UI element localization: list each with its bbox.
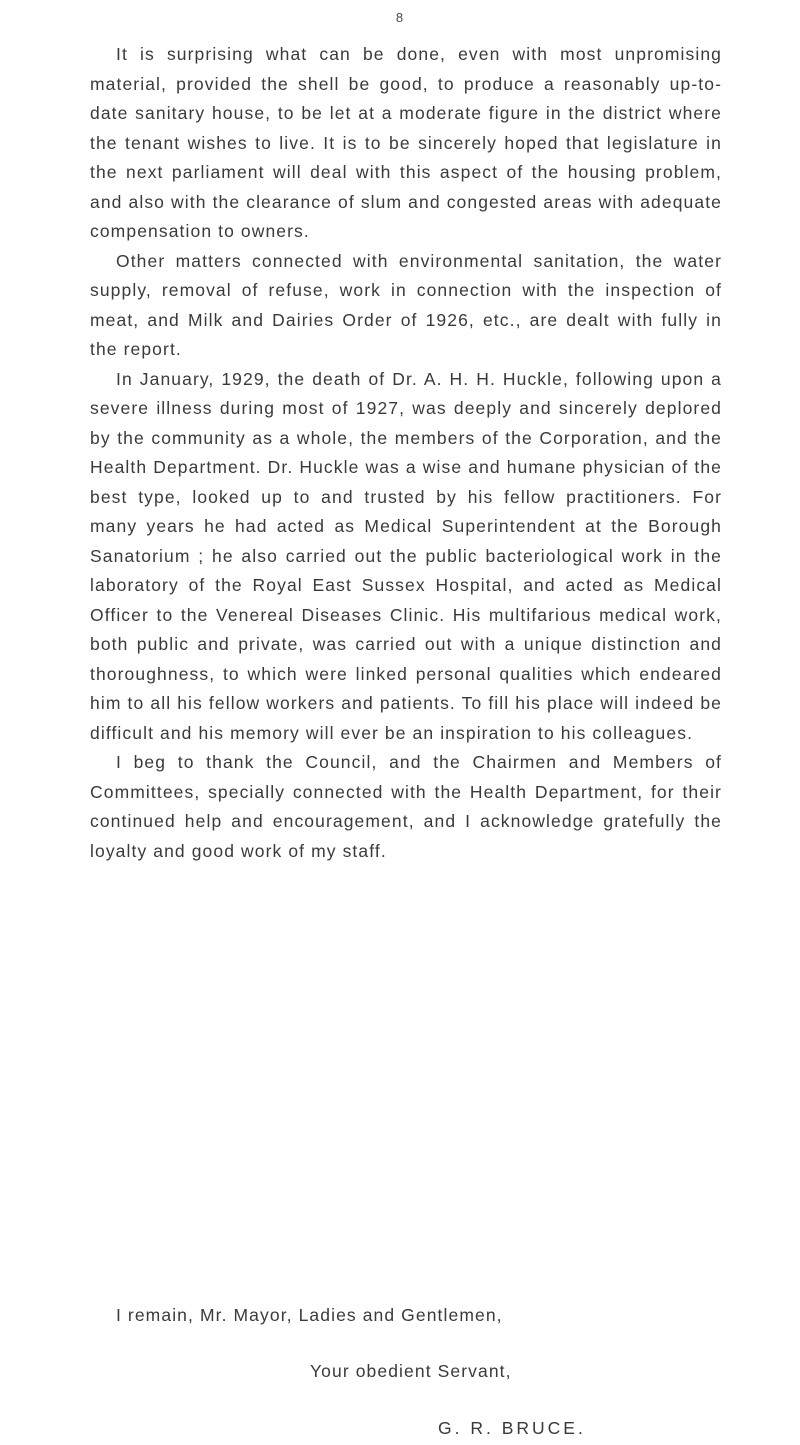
paragraph-environmental-sanitation: Other matters connected with environmental sanitation, the water supply, removal of refuse, work in connection with the inspection of meat, and Milk and Dairies Order of 1926, etc., are dealt with fully in the report.: [90, 250, 722, 359]
letter-body: [90, 40, 722, 866]
signature: G. R. BRUCE.: [438, 1418, 586, 1438]
sign-off: Your obedient Servant,: [310, 1361, 512, 1381]
page-number: 8: [395, 10, 405, 25]
closing-salutation: I remain, Mr. Mayor, Ladies and Gentlemen,: [116, 1305, 503, 1325]
paragraph-housing: It is surprising what can be done, even with most unpromising material, provided the shell be good, to produce a reasonably up-to-date sanitary house, to be let at a moderate figure in the district where the tenant wishes to live. It is to be sincerely hoped that legislature in the next parliament will deal with this aspect of the housing problem, and also with the clearance of slum and congested areas with adequate compensation to owners.: [90, 44, 722, 241]
paragraph-acknowledgements: I beg to thank the Council, and the Chairmen and Members of Committees, specially connected with the Health Department, for their continued help and encouragement, and I acknowledge gratefully the loyalty and good work of my staff.: [90, 752, 722, 861]
paragraph-obituary: In January, 1929, the death of Dr. A. H. H. Huckle, following upon a severe illness during most of 1927, was deeply and sincerely deplored by the community as a whole, the members of the Corporation, and the Health Department. Dr. Huckle was a wise and humane physician of the best type, looked up to and trusted by his fellow practitioners. For many years he had acted as Medical Superintendent at the Borough Sanatorium ; he also carried out the public bacteriological work in the laboratory of the Royal East Sussex Hospital, and acted as Medical Officer to the Venereal Diseases Clinic. His multifarious medical work, both public and private, was carried out with a unique distinction and thoroughness, to which were linked personal qualities which endeared him to all his fellow workers and patients. To fill his place will indeed be difficult and his memory will ever be an inspiration to his colleagues.: [90, 368, 722, 743]
